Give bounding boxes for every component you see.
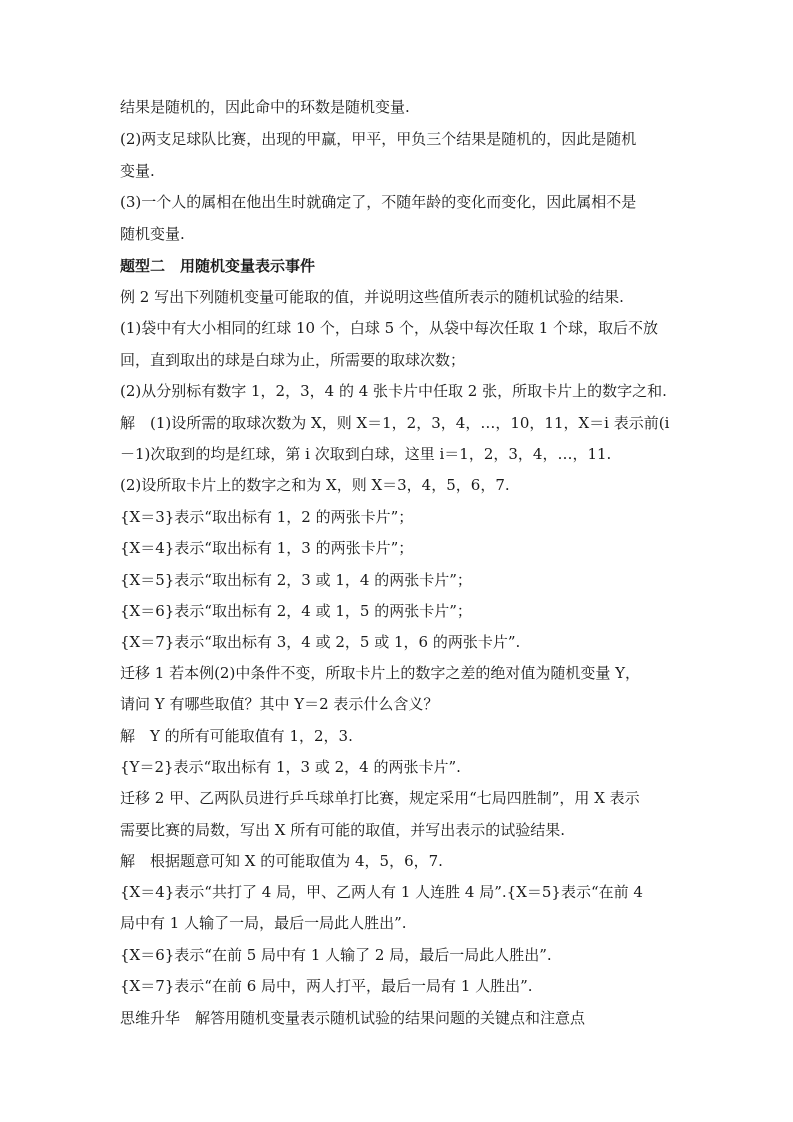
text-line: {X＝4}表示“取出标有 1，3 的两张卡片”； — [120, 539, 414, 557]
example-title: 例 2 写出下列随机变量可能取的值，并说明这些值所表示的随机试验的结果. — [120, 288, 624, 306]
text-line: (2)从分别标有数字 1，2，3，4 的 4 张卡片中任取 2 张，所取卡片上的数字之和. — [120, 382, 667, 400]
text-line: 需要比赛的局数，写出 X 所有可能的取值，并写出表示的试验结果. — [120, 821, 565, 839]
text-line: －1)次取到的均是红球，第 i 次取到白球，这里 i＝1，2，3，4，…，11. — [120, 445, 612, 463]
transfer-2-title: 迁移 2 甲、乙两队员进行乒乓球单打比赛，规定采用“七局四胜制”，用 X 表示 — [120, 789, 640, 807]
text-line: {X＝7}表示“取出标有 3，4 或 2，5 或 1，6 的两张卡片”. — [120, 633, 521, 651]
text-line: {Y＝2}表示“取出标有 1，3 或 2，4 的两张卡片”. — [120, 758, 461, 776]
solution-line: 解 (1)设所需的取球次数为 X，则 X＝1，2，3，4，…，10，11，X＝i 表示前(i — [120, 414, 670, 432]
text-line: 变量. — [120, 162, 155, 180]
solution-line: 解 根据题意可知 X 的可能取值为 4，5，6，7. — [120, 852, 443, 870]
solution-line: 解 Y 的所有可能取值有 1，2，3. — [120, 727, 353, 745]
text-line: {X＝5}表示“取出标有 2，3 或 1，4 的两张卡片”； — [120, 571, 472, 589]
text-line: 请问 Y 有哪些取值？其中 Y＝2 表示什么含义？ — [120, 695, 439, 713]
text-line: {X＝6}表示“取出标有 2，4 或 1，5 的两张卡片”； — [120, 602, 472, 620]
text-line: (3)一个人的属相在他出生时就确定了，不随年龄的变化而变化，因此属相不是 — [120, 193, 637, 211]
text-line: 结果是随机的，因此命中的环数是随机变量. — [120, 98, 410, 116]
text-line: 局中有 1 人输了一局，最后一局此人胜出”. — [120, 914, 407, 932]
text-line: {X＝7}表示“在前 6 局中，两人打平，最后一局有 1 人胜出”. — [120, 977, 533, 995]
section-heading: 题型二 用随机变量表示事件 — [120, 257, 316, 275]
transfer-1-title: 迁移 1 若本例(2)中条件不变，所取卡片上的数字之差的绝对值为随机变量 Y， — [120, 664, 641, 682]
text-line: (2)两支足球队比赛，出现的甲赢，甲平，甲负三个结果是随机的，因此是随机 — [120, 130, 637, 148]
text-line: (2)设所取卡片上的数字之和为 X，则 X＝3，4，5，6，7. — [120, 476, 510, 494]
text-line: {X＝3}表示“取出标有 1，2 的两张卡片”； — [120, 508, 414, 526]
text-line: {X＝6}表示“在前 5 局中有 1 人输了 2 局，最后一局此人胜出”. — [120, 946, 552, 964]
summary-heading: 思维升华 解答用随机变量表示随机试验的结果问题的关键点和注意点 — [120, 1009, 586, 1027]
text-line: 随机变量. — [120, 225, 185, 243]
text-line: (1)袋中有大小相同的红球 10 个，白球 5 个，从袋中每次任取 1 个球，取后不放 — [120, 319, 659, 337]
text-line: 回，直到取出的球是白球为止，所需要的取球次数； — [120, 351, 466, 369]
text-line: {X＝4}表示“共打了 4 局，甲、乙两人有 1 人连胜 4 局”.{X＝5}表示“在前 4 — [120, 883, 643, 901]
